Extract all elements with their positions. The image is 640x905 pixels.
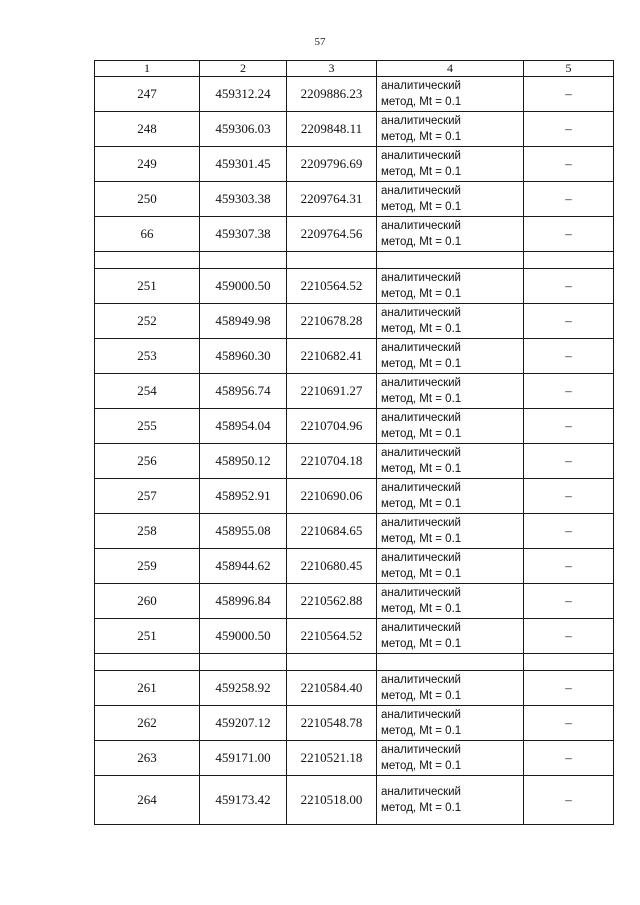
table-row [95, 549, 614, 584]
point-number-cell: 259 [95, 549, 200, 584]
method-cell [377, 584, 524, 619]
x-coordinate-cell: 458949.98 [200, 304, 287, 339]
x-coordinate-cell: 458955.08 [200, 514, 287, 549]
method-cell [377, 514, 524, 549]
method-cell [377, 671, 524, 706]
table-spacer-row [95, 252, 614, 269]
empty-cell [287, 252, 377, 269]
x-coordinate-cell: 459258.92 [200, 671, 287, 706]
x-coordinate-cell: 459207.12 [200, 706, 287, 741]
y-coordinate-cell: 2209886.23 [287, 77, 377, 112]
y-coordinate-cell: 2209764.56 [287, 217, 377, 252]
table-row [95, 671, 614, 706]
x-coordinate-cell: 459301.45 [200, 147, 287, 182]
method-line: метод, Mt = 0.1 [381, 428, 462, 440]
method-line: метод, Mt = 0.1 [381, 393, 462, 405]
note-cell: – [524, 549, 614, 584]
empty-cell [287, 654, 377, 671]
table-row [95, 77, 614, 112]
table-row [95, 217, 614, 252]
point-number-cell: 251 [95, 619, 200, 654]
method-line: аналитический [381, 272, 461, 284]
method-line: метод, Mt = 0.1 [381, 533, 462, 545]
y-coordinate-cell: 2210564.52 [287, 269, 377, 304]
x-coordinate-cell: 459303.38 [200, 182, 287, 217]
method-cell [377, 339, 524, 374]
point-number-cell: 255 [95, 409, 200, 444]
method-line: метод, Mt = 0.1 [381, 131, 462, 143]
method-line: метод, Mt = 0.1 [381, 760, 462, 772]
method-line: метод, Mt = 0.1 [381, 96, 462, 108]
note-cell: – [524, 374, 614, 409]
note-cell: – [524, 479, 614, 514]
method-cell [377, 479, 524, 514]
note-cell: – [524, 112, 614, 147]
method-line: аналитический [381, 342, 461, 354]
empty-cell [200, 252, 287, 269]
note-cell: – [524, 671, 614, 706]
method-line: метод, Mt = 0.1 [381, 323, 462, 335]
table-row [95, 339, 614, 374]
x-coordinate-cell: 459000.50 [200, 269, 287, 304]
point-number-cell: 250 [95, 182, 200, 217]
point-number-cell: 262 [95, 706, 200, 741]
method-line: метод, Mt = 0.1 [381, 638, 462, 650]
point-number-cell: 261 [95, 671, 200, 706]
column-header-1: 1 [95, 61, 200, 77]
note-cell: – [524, 339, 614, 374]
x-coordinate-cell: 459173.42 [200, 776, 287, 825]
table-row [95, 182, 614, 217]
note-cell: – [524, 77, 614, 112]
table-header-row [95, 61, 614, 77]
page-number: 57 [314, 36, 326, 48]
note-cell: – [524, 706, 614, 741]
method-line: метод, Mt = 0.1 [381, 802, 462, 814]
table-row [95, 374, 614, 409]
method-cell [377, 112, 524, 147]
method-cell [377, 741, 524, 776]
x-coordinate-cell: 459307.38 [200, 217, 287, 252]
column-header-5: 5 [524, 61, 614, 77]
note-cell: – [524, 409, 614, 444]
table-row [95, 706, 614, 741]
method-line: метод, Mt = 0.1 [381, 358, 462, 370]
table-row [95, 147, 614, 182]
method-line: аналитический [381, 744, 461, 756]
method-line: аналитический [381, 220, 461, 232]
x-coordinate-cell: 458944.62 [200, 549, 287, 584]
note-cell: – [524, 147, 614, 182]
method-cell [377, 77, 524, 112]
y-coordinate-cell: 2209796.69 [287, 147, 377, 182]
y-coordinate-cell: 2210691.27 [287, 374, 377, 409]
empty-cell [95, 252, 200, 269]
y-coordinate-cell: 2210518.00 [287, 776, 377, 825]
method-line: метод, Mt = 0.1 [381, 725, 462, 737]
note-cell: – [524, 741, 614, 776]
empty-cell [377, 654, 524, 671]
point-number-cell: 249 [95, 147, 200, 182]
point-number-cell: 263 [95, 741, 200, 776]
method-cell [377, 706, 524, 741]
point-number-cell: 248 [95, 112, 200, 147]
method-line: аналитический [381, 80, 461, 92]
method-cell [377, 147, 524, 182]
method-cell [377, 619, 524, 654]
method-line: аналитический [381, 150, 461, 162]
table-row [95, 112, 614, 147]
y-coordinate-cell: 2209848.11 [287, 112, 377, 147]
method-cell [377, 549, 524, 584]
method-cell [377, 374, 524, 409]
table-body [95, 77, 614, 825]
table-row [95, 619, 614, 654]
method-line: аналитический [381, 377, 461, 389]
y-coordinate-cell: 2210704.96 [287, 409, 377, 444]
y-coordinate-cell: 2210564.52 [287, 619, 377, 654]
y-coordinate-cell: 2210682.41 [287, 339, 377, 374]
column-header-4: 4 [377, 61, 524, 77]
x-coordinate-cell: 458960.30 [200, 339, 287, 374]
point-number-cell: 260 [95, 584, 200, 619]
method-line: аналитический [381, 622, 461, 634]
method-line: метод, Mt = 0.1 [381, 201, 462, 213]
table-spacer-row [95, 654, 614, 671]
method-line: метод, Mt = 0.1 [381, 498, 462, 510]
method-line: метод, Mt = 0.1 [381, 236, 462, 248]
y-coordinate-cell: 2210584.40 [287, 671, 377, 706]
method-line: метод, Mt = 0.1 [381, 463, 462, 475]
method-line: аналитический [381, 482, 461, 494]
point-number-cell: 66 [95, 217, 200, 252]
method-line: метод, Mt = 0.1 [381, 603, 462, 615]
empty-cell [524, 654, 614, 671]
note-cell: – [524, 776, 614, 825]
method-line: аналитический [381, 517, 461, 529]
column-header-2: 2 [200, 61, 287, 77]
point-number-cell: 251 [95, 269, 200, 304]
column-header-3: 3 [287, 61, 377, 77]
y-coordinate-cell: 2210562.88 [287, 584, 377, 619]
y-coordinate-cell: 2210690.06 [287, 479, 377, 514]
note-cell: – [524, 514, 614, 549]
method-line: метод, Mt = 0.1 [381, 568, 462, 580]
x-coordinate-cell: 459000.50 [200, 619, 287, 654]
x-coordinate-cell: 458956.74 [200, 374, 287, 409]
table-row [95, 409, 614, 444]
x-coordinate-cell: 458952.91 [200, 479, 287, 514]
point-number-cell: 254 [95, 374, 200, 409]
x-coordinate-cell: 458950.12 [200, 444, 287, 479]
note-cell: – [524, 584, 614, 619]
method-line: метод, Mt = 0.1 [381, 166, 462, 178]
table-row [95, 776, 614, 825]
method-line: аналитический [381, 674, 461, 686]
method-cell [377, 217, 524, 252]
empty-cell [377, 252, 524, 269]
y-coordinate-cell: 2210521.18 [287, 741, 377, 776]
table-row [95, 444, 614, 479]
method-cell [377, 182, 524, 217]
coordinates-table [94, 60, 614, 825]
x-coordinate-cell: 458996.84 [200, 584, 287, 619]
method-line: аналитический [381, 307, 461, 319]
y-coordinate-cell: 2210678.28 [287, 304, 377, 339]
point-number-cell: 257 [95, 479, 200, 514]
table-row [95, 304, 614, 339]
y-coordinate-cell: 2210684.65 [287, 514, 377, 549]
method-cell [377, 776, 524, 825]
note-cell: – [524, 619, 614, 654]
y-coordinate-cell: 2209764.31 [287, 182, 377, 217]
method-line: аналитический [381, 412, 461, 424]
x-coordinate-cell: 459306.03 [200, 112, 287, 147]
empty-cell [95, 654, 200, 671]
y-coordinate-cell: 2210680.45 [287, 549, 377, 584]
method-line: аналитический [381, 185, 461, 197]
method-line: аналитический [381, 709, 461, 721]
method-line: аналитический [381, 447, 461, 459]
table-row [95, 479, 614, 514]
table-row [95, 269, 614, 304]
table-row [95, 741, 614, 776]
point-number-cell: 264 [95, 776, 200, 825]
method-line: аналитический [381, 786, 461, 798]
y-coordinate-cell: 2210548.78 [287, 706, 377, 741]
method-cell [377, 444, 524, 479]
x-coordinate-cell: 458954.04 [200, 409, 287, 444]
note-cell: – [524, 269, 614, 304]
x-coordinate-cell: 459171.00 [200, 741, 287, 776]
note-cell: – [524, 304, 614, 339]
point-number-cell: 253 [95, 339, 200, 374]
method-line: аналитический [381, 552, 461, 564]
point-number-cell: 258 [95, 514, 200, 549]
point-number-cell: 252 [95, 304, 200, 339]
x-coordinate-cell: 459312.24 [200, 77, 287, 112]
empty-cell [200, 654, 287, 671]
method-line: аналитический [381, 115, 461, 127]
note-cell: – [524, 217, 614, 252]
method-line: аналитический [381, 587, 461, 599]
method-line: метод, Mt = 0.1 [381, 288, 462, 300]
point-number-cell: 256 [95, 444, 200, 479]
method-cell [377, 269, 524, 304]
point-number-cell: 247 [95, 77, 200, 112]
method-cell [377, 409, 524, 444]
y-coordinate-cell: 2210704.18 [287, 444, 377, 479]
table-row [95, 584, 614, 619]
note-cell: – [524, 182, 614, 217]
method-line: метод, Mt = 0.1 [381, 690, 462, 702]
empty-cell [524, 252, 614, 269]
note-cell: – [524, 444, 614, 479]
method-cell [377, 304, 524, 339]
table-row [95, 514, 614, 549]
